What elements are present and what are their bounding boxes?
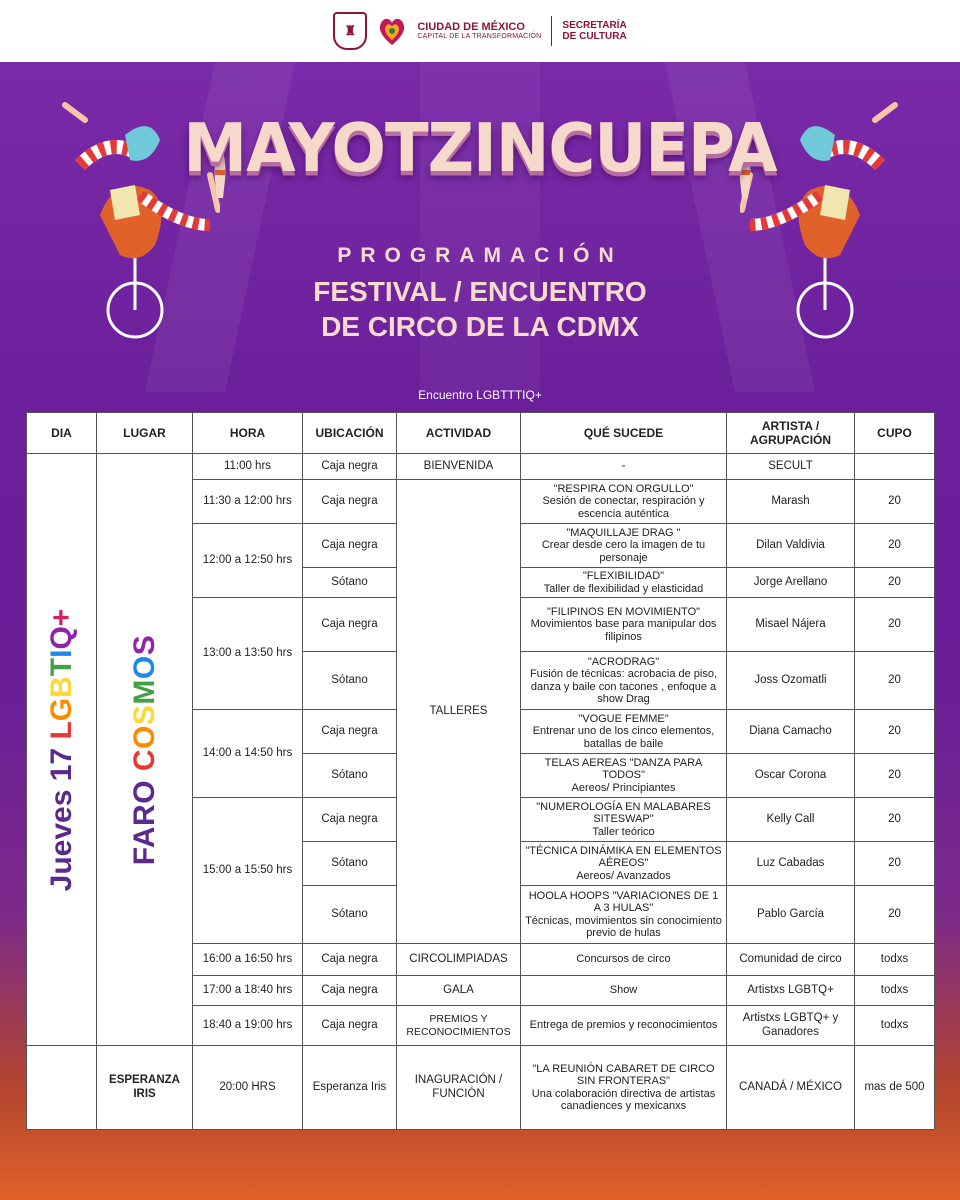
actividad-cell: CIRCOLIMPIADAS xyxy=(397,944,521,976)
hora-cell: 11:00 hrs xyxy=(193,454,303,480)
festival-heading xyxy=(180,274,780,344)
sucede-cell xyxy=(521,480,727,524)
programacion-subtitle: PROGRAMACIÓN xyxy=(337,244,623,267)
day-cell-empty xyxy=(27,1046,97,1130)
sucede-text: Aereos/ Avanzados xyxy=(576,869,671,882)
ubicacion-cell: Sótano xyxy=(303,754,397,798)
place-prefix: FARO xyxy=(127,770,161,865)
sucede-text: Sesión de conectar, respiración y escencia auténtica xyxy=(542,495,705,520)
place-rainbow-text xyxy=(127,634,160,770)
rainbow-letter: C xyxy=(127,748,161,771)
ubicacion-cell: Caja negra xyxy=(303,710,397,754)
artista-cell: CANADÁ / MÉXICO xyxy=(727,1046,855,1130)
sucede-text: Taller teórico xyxy=(592,825,655,838)
ubicacion-cell: Sótano xyxy=(303,652,397,710)
sucede-title: "MAQUILLAJE DRAG " xyxy=(566,527,681,540)
sucede-title: "FLEXIBILIDAD" xyxy=(582,570,665,583)
sucede-title: "NUMEROLOGÍA EN MALABARES SITESWAP" xyxy=(536,801,711,826)
hora-cell: 11:30 a 12:00 hrs xyxy=(193,480,303,524)
hora-cell: 16:00 a 16:50 hrs xyxy=(193,944,303,976)
sucede-title: "FILIPINOS EN MOVIMIENTO" xyxy=(546,606,701,619)
sucede-title: "RESPIRA CON ORGULLO" xyxy=(553,483,694,496)
city-logo-text xyxy=(417,21,541,42)
place-label xyxy=(127,634,162,865)
ubicacion-cell: Caja negra xyxy=(303,1006,397,1046)
sucede-cell: Show xyxy=(521,976,727,1006)
rainbow-letter: O xyxy=(127,654,161,679)
artista-cell: Marash xyxy=(727,480,855,524)
department-logo-text xyxy=(562,20,626,43)
heart-emblem-icon xyxy=(377,14,407,48)
rainbow-letter: I xyxy=(44,649,78,658)
cupo-cell xyxy=(855,454,935,480)
day-cell xyxy=(27,454,97,1046)
department-line-2: DE CULTURA xyxy=(562,31,627,42)
sucede-text: Técnicas, movimientos sin conocimiento previo de hulas xyxy=(525,914,722,939)
sucede-title: TELAS AEREAS "DANZA PARA TODOS" xyxy=(544,757,703,782)
sucede-cell xyxy=(521,754,727,798)
rainbow-letter: S xyxy=(127,634,161,655)
sucede-cell xyxy=(521,652,727,710)
hora-cell: 17:00 a 18:40 hrs xyxy=(193,976,303,1006)
table-row xyxy=(27,454,935,480)
cupo-cell: mas de 500 xyxy=(855,1046,935,1130)
hora-cell: 20:00 HRS xyxy=(193,1046,303,1130)
ubicacion-cell: Caja negra xyxy=(303,454,397,480)
artista-cell: Pablo García xyxy=(727,886,855,944)
ubicacion-cell: Esperanza Iris xyxy=(303,1046,397,1130)
actividad-cell: GALA xyxy=(397,976,521,1006)
cupo-cell: todxs xyxy=(855,976,935,1006)
rainbow-letter: G xyxy=(44,697,78,721)
cupo-cell: 20 xyxy=(855,798,935,842)
ubicacion-cell: Sótano xyxy=(303,886,397,944)
artista-cell: Dilan Valdivia xyxy=(727,524,855,568)
sucede-cell xyxy=(521,598,727,652)
artista-cell: Joss Ozomatli xyxy=(727,652,855,710)
table-header-row xyxy=(27,413,935,454)
rainbow-letter: M xyxy=(127,678,161,705)
ubicacion-cell: Caja negra xyxy=(303,524,397,568)
artista-cell: SECULT xyxy=(727,454,855,480)
sucede-cell xyxy=(521,568,727,598)
sucede-title: "ACRODRAG" xyxy=(587,655,660,668)
artista-cell: Artistxs LGBTQ+ xyxy=(727,976,855,1006)
cupo-cell: todxs xyxy=(855,944,935,976)
column-header: QUÉ SUCEDE xyxy=(521,413,727,454)
hora-cell: 14:00 a 14:50 hrs xyxy=(193,710,303,798)
sucede-cell xyxy=(521,524,727,568)
ubicacion-cell: Sótano xyxy=(303,568,397,598)
cupo-cell: 20 xyxy=(855,480,935,524)
day-label xyxy=(44,608,79,891)
place-cell xyxy=(97,454,193,1046)
ubicacion-cell: Sótano xyxy=(303,842,397,886)
festival-heading-line-1: FESTIVAL / ENCUENTRO xyxy=(313,276,647,307)
column-header: CUPO xyxy=(855,413,935,454)
sucede-text: Entrenar uno de los cinco elementos, batallas de baile xyxy=(532,725,715,750)
artista-cell: Jorge Arellano xyxy=(727,568,855,598)
column-header: UBICACIÓN xyxy=(303,413,397,454)
sucede-cell xyxy=(521,710,727,754)
rainbow-letter: L xyxy=(44,720,78,740)
festival-title: MAYOTZINCUEPA xyxy=(183,110,777,188)
sucede-cell xyxy=(521,1046,727,1130)
column-header: DIA xyxy=(27,413,97,454)
cupo-cell: 20 xyxy=(855,652,935,710)
day-rainbow-text xyxy=(44,608,77,739)
sucede-cell xyxy=(521,842,727,886)
department-line-1: SECRETARÍA xyxy=(562,19,627,31)
cupo-cell: 20 xyxy=(855,710,935,754)
actividad-cell: TALLERES xyxy=(397,480,521,944)
city-name: CIUDAD DE MÉXICO xyxy=(417,20,525,33)
festival-heading-line-2: DE CIRCO DE LA CDMX xyxy=(321,311,639,342)
table-row xyxy=(27,1046,935,1130)
rainbow-letter: S xyxy=(127,704,161,725)
schedule-table xyxy=(26,412,935,1130)
artista-cell: Kelly Call xyxy=(727,798,855,842)
column-header: LUGAR xyxy=(97,413,193,454)
hora-cell: 15:00 a 15:50 hrs xyxy=(193,798,303,944)
hora-cell: 13:00 a 13:50 hrs xyxy=(193,598,303,710)
city-tagline: CAPITAL DE LA TRANSFORMACIÓN xyxy=(417,33,542,41)
cdmx-seal-icon: ♜ xyxy=(333,12,367,50)
cupo-cell: 20 xyxy=(855,886,935,944)
logo-divider xyxy=(551,16,552,46)
sucede-text: Una colaboración directiva de artistas canadiences y mexicanxs xyxy=(531,1087,716,1112)
column-header: HORA xyxy=(193,413,303,454)
day-prefix: Jueves 17 xyxy=(44,739,78,891)
sucede-text: Fusión de técnicas: acrobacia de piso, danza y baile con tacones , enfoque a show Drag xyxy=(529,668,718,705)
sucede-text: Aereos/ Principiantes xyxy=(571,781,676,794)
ubicacion-cell: Caja negra xyxy=(303,598,397,652)
sucede-cell xyxy=(521,886,727,944)
column-header: ACTIVIDAD xyxy=(397,413,521,454)
actividad-cell: BIENVENIDA xyxy=(397,454,521,480)
artista-cell: Luz Cabadas xyxy=(727,842,855,886)
sucede-title: HOOLA HOOPS "VARIACIONES DE 1 A 3 HULAS" xyxy=(528,889,719,915)
ubicacion-cell: Caja negra xyxy=(303,480,397,524)
rainbow-letter: Q xyxy=(44,625,78,650)
artista-cell: Comunidad de circo xyxy=(727,944,855,976)
artista-cell: Artistxs LGBTQ+ y Ganadores xyxy=(727,1006,855,1046)
hora-cell: 18:40 a 19:00 hrs xyxy=(193,1006,303,1046)
rainbow-letter: O xyxy=(127,724,161,749)
sucede-text: Crear desde cero la imagen de tu personaje xyxy=(541,539,706,564)
artista-cell: Misael Nájera xyxy=(727,598,855,652)
sucede-cell: Entrega de premios y reconocimientos xyxy=(521,1006,727,1046)
sucede-cell: - xyxy=(521,454,727,480)
sucede-title: "LA REUNIÓN CABARET DE CIRCO SIN FRONTERAS" xyxy=(532,1062,715,1088)
rainbow-letter: T xyxy=(44,657,78,676)
artista-cell: Oscar Corona xyxy=(727,754,855,798)
ubicacion-cell: Caja negra xyxy=(303,798,397,842)
column-header: ARTISTA / AGRUPACIÓN xyxy=(727,413,855,454)
sucede-cell: Concursos de circo xyxy=(521,944,727,976)
sucede-text: Movimientos base para manipular dos filipinos xyxy=(530,618,717,643)
ubicacion-cell: Caja negra xyxy=(303,944,397,976)
lugar-cell: ESPERANZA IRIS xyxy=(97,1046,193,1130)
actividad-cell: INAGURACIÓN / FUNCIÓN xyxy=(397,1046,521,1130)
ubicacion-cell: Caja negra xyxy=(303,976,397,1006)
cupo-cell: todxs xyxy=(855,1006,935,1046)
header-bar xyxy=(0,0,960,62)
rainbow-letter: + xyxy=(44,608,78,626)
sucede-title: "TÉCNICA DINÁMIKA EN ELEMENTOS AÉREOS" xyxy=(525,845,722,870)
cupo-cell: 20 xyxy=(855,598,935,652)
cupo-cell: 20 xyxy=(855,754,935,798)
hora-cell: 12:00 a 12:50 hrs xyxy=(193,524,303,598)
cupo-cell: 20 xyxy=(855,524,935,568)
actividad-cell: PREMIOS Y RECONOCIMIENTOS xyxy=(397,1006,521,1046)
artista-cell: Diana Camacho xyxy=(727,710,855,754)
rainbow-letter: B xyxy=(44,675,78,698)
section-label: Encuentro LGBTTTIQ+ xyxy=(418,388,542,402)
sucede-title: "VOGUE FEMME" xyxy=(578,713,669,726)
sucede-cell xyxy=(521,798,727,842)
cupo-cell: 20 xyxy=(855,568,935,598)
sucede-text: Taller de flexibilidad y elasticidad xyxy=(543,582,704,595)
cupo-cell: 20 xyxy=(855,842,935,886)
